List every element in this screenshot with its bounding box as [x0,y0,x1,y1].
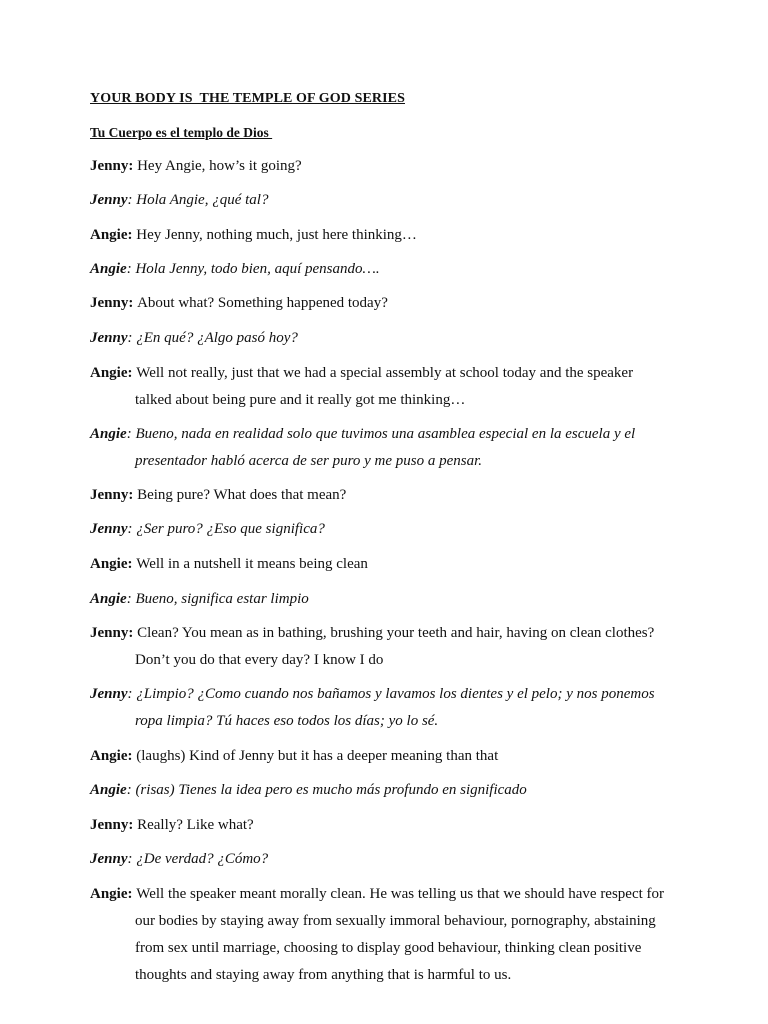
dialogue-text-continuation: ropa limpia? Tú haces eso todos los días; yo lo sé. [135,713,439,729]
dialogue-line-jenny-es [90,187,680,214]
speaker-name: Jenny [90,686,128,702]
speaker-separator: : [128,487,138,503]
document-subtitle: Tu Cuerpo es el templo de Dios [90,125,273,140]
speaker-separator: : [127,686,137,702]
speaker-separator: : [127,227,137,243]
dialogue-line-angie-en [90,551,680,578]
speaker-separator: : [126,261,136,277]
dialogue-line-angie-en [90,222,680,249]
speaker-separator: : [127,330,137,346]
speaker-name: Angie [90,426,127,442]
speaker-separator: : [127,365,137,381]
speaker-name: Jenny [90,625,129,641]
dialogue-text: Bueno, nada en realidad solo que tuvimos una asamblea especial en la escuela y el [135,426,636,442]
dialogue-text: Really? Like what? [137,817,254,833]
dialogue-line-jenny-es [90,325,680,352]
dialogue-text-continuation: Don’t you do that every day? I know I do [135,652,384,668]
line-first [90,591,309,607]
dialogue-text-continuation: thoughts and staying away from anything that is harmful to us. [135,967,512,983]
dialogue-line-angie-en [90,743,680,770]
speaker-separator: : [127,748,137,764]
line-first [90,365,633,381]
dialogue-text: Well the speaker meant morally clean. He was telling us that we should have respect for [136,886,665,902]
speaker-name: Angie [90,227,128,243]
line-first [90,261,380,277]
speaker-name: Jenny [90,192,128,208]
dialogue-line-angie-es [90,421,680,475]
speaker-name: Angie [90,782,127,798]
line-first [90,886,664,902]
line-first [90,625,654,641]
speaker-name: Angie [90,591,127,607]
dialogue-text: (risas) Tienes la idea pero es mucho más profundo en significado [135,782,527,798]
speaker-name: Jenny [90,295,129,311]
line-first [90,782,527,798]
speaker-separator: : [127,192,137,208]
line-first [90,487,346,503]
speaker-separator: : [128,295,138,311]
dialogue-text: Hey Jenny, nothing much, just here thinking… [136,227,417,243]
speaker-name: Jenny [90,521,128,537]
line-first [90,556,368,572]
line-first [90,158,302,174]
dialogue-text: Bueno, significa estar limpio [135,591,309,607]
dialogue-line-jenny-en [90,482,680,509]
document-title: YOUR BODY IS THE TEMPLE OF GOD SERIES [90,91,405,106]
dialogue-line-angie-es [90,256,680,283]
speaker-separator: : [128,158,138,174]
speaker-separator: : [128,625,138,641]
dialogue-text: Well in a nutshell it means being clean [136,556,368,572]
dialogue-text: Well not really, just that we had a special assembly at school today and the speaker [136,365,634,381]
line-first [90,227,417,243]
dialogue-text: Hey Angie, how’s it going? [137,158,302,174]
dialogue-text: ¿Ser puro? ¿Eso que significa? [136,521,325,537]
dialogue-line-jenny-en [90,153,680,180]
dialogue-line-jenny-es [90,681,680,735]
speaker-name: Jenny [90,158,129,174]
speaker-separator: : [128,817,138,833]
speaker-separator: : [127,851,137,867]
dialogue-text-continuation: presentador habló acerca de ser puro y me puso a pensar. [135,453,483,469]
dialogue-text: Being pure? What does that mean? [137,487,347,503]
speaker-name: Jenny [90,851,128,867]
dialogue-text: Hola Angie, ¿qué tal? [136,192,269,208]
line-first [90,748,498,764]
dialogue-text: Clean? You mean as in bathing, brushing your teeth and hair, having on clean clothes? [137,625,655,641]
dialogue-line-jenny-en [90,620,680,674]
speaker-name: Angie [90,886,128,902]
speaker-separator: : [126,426,136,442]
dialogue-line-angie-es [90,586,680,613]
dialogue-line-jenny-en [90,812,680,839]
line-first [90,686,655,702]
dialogue-text: ¿En qué? ¿Algo pasó hoy? [136,330,298,346]
speaker-separator: : [127,556,137,572]
speaker-separator: : [126,591,136,607]
speaker-name: Angie [90,365,128,381]
speaker-separator: : [127,521,137,537]
line-first [90,817,254,833]
dialogue-line-angie-en [90,881,680,989]
dialogue-line-jenny-es [90,516,680,543]
dialogue-text-continuation: talked about being pure and it really got me thinking… [135,392,466,408]
dialogue-text: ¿Limpio? ¿Como cuando nos bañamos y lavamos los dientes y el pelo; y nos ponemos [136,686,655,702]
line-first [90,192,268,208]
speaker-name: Angie [90,748,128,764]
speaker-separator: : [126,782,136,798]
line-first [90,295,388,311]
dialogue-line-angie-es [90,777,680,804]
dialogue-text: Hola Jenny, todo bien, aquí pensando…. [135,261,380,277]
dialogue-line-angie-en [90,360,680,414]
speaker-separator: : [127,886,137,902]
dialogue-text: (laughs) Kind of Jenny but it has a deeper meaning than that [136,748,499,764]
speaker-name: Jenny [90,487,129,503]
dialogue-text: About what? Something happened today? [137,295,388,311]
dialogue-text-continuation: our bodies by staying away from sexually immoral behaviour, pornography, abstaining [135,913,656,929]
speaker-name: Angie [90,556,128,572]
speaker-name: Jenny [90,817,129,833]
dialogue-text-continuation: from sex until marriage, choosing to display good behaviour, thinking clean positive [135,940,642,956]
dialogue-text: ¿De verdad? ¿Cómo? [136,851,269,867]
line-first [90,426,635,442]
dialogue-line-jenny-es [90,846,680,873]
line-first [90,521,325,537]
line-first [90,330,298,346]
dialogue-line-jenny-en [90,290,680,317]
line-first [90,851,268,867]
speaker-name: Jenny [90,330,128,346]
speaker-name: Angie [90,261,127,277]
